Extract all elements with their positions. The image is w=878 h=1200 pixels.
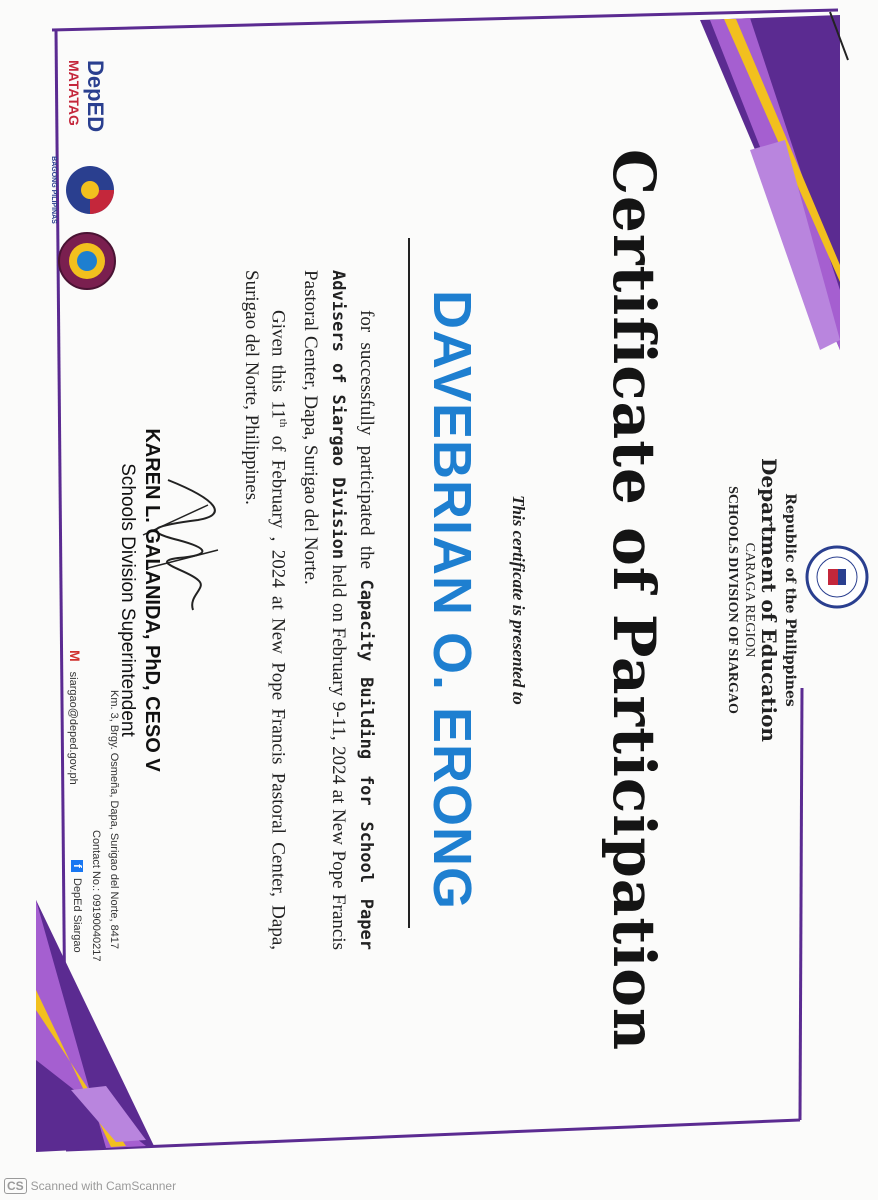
facebook-icon: f bbox=[71, 860, 83, 872]
given-text bbox=[238, 270, 296, 950]
bagong-pilipinas-logo bbox=[50, 150, 118, 230]
given-post: of February , 2024 at New Pope Francis Pastoral Center, Dapa, Surigao del Norte, Philippines. bbox=[240, 270, 289, 951]
deped-logo-text: DepED bbox=[83, 60, 108, 133]
given-sup: th bbox=[277, 418, 289, 428]
recipient-name: DAVEBRIAN O. ERONG bbox=[422, 289, 482, 911]
body-pre: for successfully participated the bbox=[356, 310, 377, 570]
deped-seal-icon bbox=[804, 544, 870, 610]
matatag-logo-text: MATATAG bbox=[66, 60, 82, 126]
camscanner-text: Scanned with CamScanner bbox=[30, 1179, 177, 1193]
footer-facebook bbox=[71, 860, 83, 953]
division-line: SCHOOLS DIVISION OF SIARGAO bbox=[725, 486, 740, 714]
body-post: held on February 9-11, 2024 at New Pope Francis Pastoral Center, Dapa, Surigao del Norte. bbox=[300, 270, 349, 951]
given-pre: Given this 11 bbox=[267, 310, 289, 419]
camscanner-badge: CS bbox=[4, 1178, 27, 1194]
bagong-pilipinas-text: BAGONG PILIPINAS bbox=[50, 156, 57, 224]
department-line: Department of Education bbox=[757, 458, 781, 742]
footer-email bbox=[67, 650, 83, 785]
division-seal-icon bbox=[56, 230, 118, 292]
name-underline bbox=[408, 238, 410, 928]
deped-matatag-logo bbox=[66, 60, 108, 140]
footer-contact: Contact No.: 09190040217 bbox=[90, 830, 102, 962]
facebook-text: DepEd Siargao bbox=[71, 878, 83, 953]
signatory-name: KAREN L. GALANIDA, PhD, CESO V bbox=[141, 428, 163, 772]
republic-line: Republic of the Philippines bbox=[782, 493, 798, 707]
region-line: CARAGA REGION bbox=[742, 542, 757, 658]
mail-icon: M bbox=[67, 650, 83, 662]
bagong-pilipinas-icon bbox=[62, 162, 118, 218]
participation-text bbox=[297, 270, 380, 950]
footer-address: Km. 3, Brgy. Osmeña, Dapa, Surigao del Norte, 8417 bbox=[108, 690, 120, 950]
certificate-title: Certificate of Participation bbox=[600, 148, 668, 1052]
presented-line: This certificate is presented to bbox=[509, 495, 528, 705]
email-text: siargao@deped.gov.ph bbox=[67, 671, 79, 785]
signatory-title: Schools Division Superintendent bbox=[117, 463, 138, 737]
event-title: Capacity Building for School Paper Advisers of Siargao Division bbox=[328, 270, 376, 950]
